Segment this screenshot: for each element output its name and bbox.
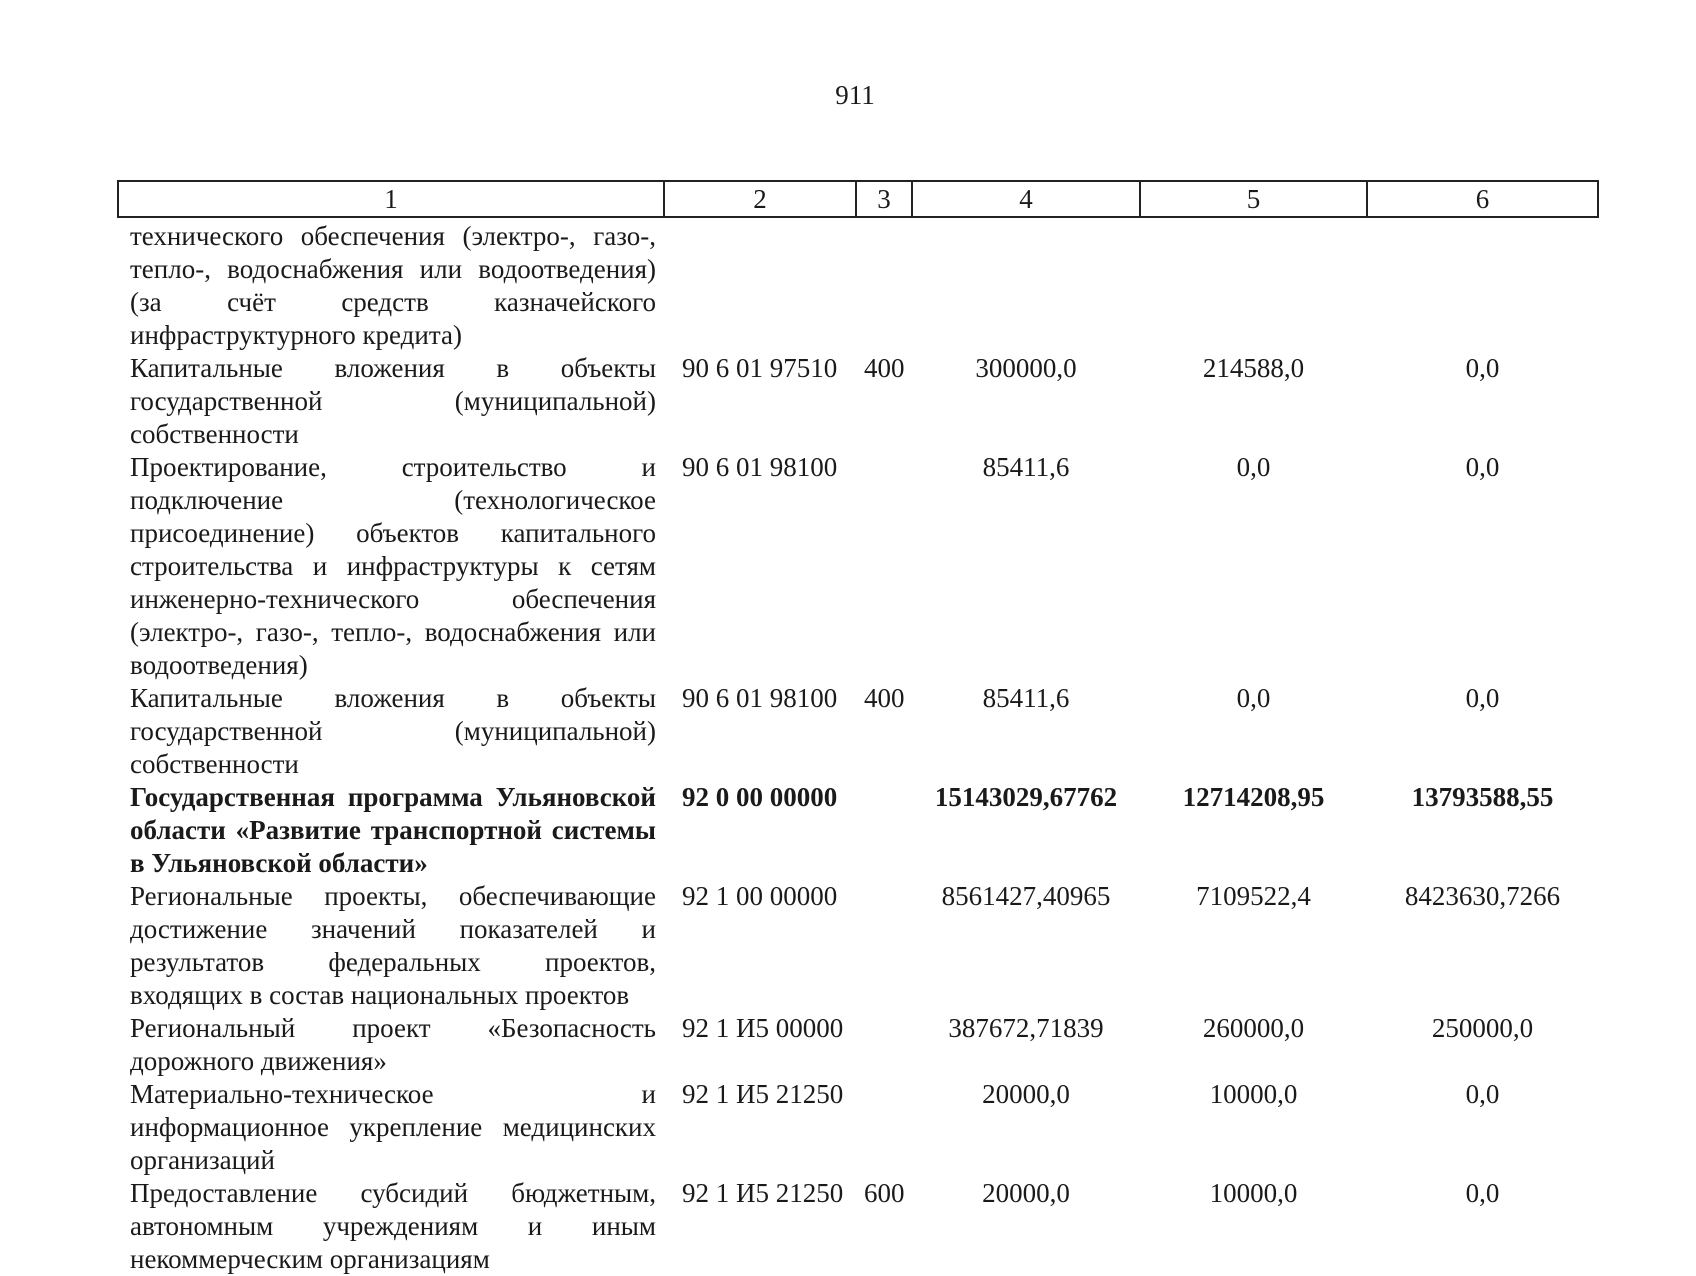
row-code: 90 6 01 97510 <box>682 353 838 383</box>
row-kvr: 400 <box>864 353 905 383</box>
row-code: 92 1 И5 00000 <box>682 1013 844 1043</box>
row-value-4: 300000,0 <box>975 353 1077 383</box>
row-value-6: 8423630,7266 <box>1404 881 1561 911</box>
table-row <box>118 1177 1598 1276</box>
row-code <box>664 217 856 352</box>
page-number: 911 <box>835 80 875 110</box>
table-row <box>118 1078 1598 1177</box>
row-value-6: 0,0 <box>1465 1178 1500 1208</box>
table-row <box>118 682 1598 781</box>
table-row <box>118 352 1598 451</box>
row-value-5: 0,0 <box>1236 683 1271 713</box>
table-header <box>118 181 1598 217</box>
row-value-4: 15143029,67762 <box>934 782 1118 812</box>
row-kvr <box>856 217 912 352</box>
row-kvr <box>856 880 912 1012</box>
row-value-5: 7109522,4 <box>1196 881 1311 911</box>
row-name: Региональные проекты, обеспечивающие достижение значений показателей и результатов федеральных проектов, входящих в состав национальных проектов <box>130 881 656 1010</box>
row-code: 92 1 И5 21250 <box>682 1178 844 1208</box>
row-value-4: 85411,6 <box>982 683 1070 713</box>
row-code: 92 0 00 00000 <box>682 782 838 812</box>
row-code: 92 1 И5 21250 <box>682 1079 844 1109</box>
column-header-2: 2 <box>664 181 856 217</box>
row-code: 92 1 00 00000 <box>682 881 838 911</box>
row-value-6: 13793588,55 <box>1411 782 1554 812</box>
row-value-6: 0,0 <box>1465 452 1500 482</box>
row-value-5 <box>1140 217 1367 352</box>
table-row <box>118 217 1598 352</box>
row-value-4: 387672,71839 <box>948 1013 1104 1043</box>
row-name: Капитальные вложения в объекты государственной (муниципальной) собственности <box>130 683 656 779</box>
row-value-6 <box>1367 217 1598 352</box>
row-value-5: 0,0 <box>1236 452 1271 482</box>
row-value-5: 10000,0 <box>1209 1178 1298 1208</box>
table-row <box>118 1012 1598 1078</box>
row-code: 90 6 01 98100 <box>682 452 838 482</box>
row-value-5: 260000,0 <box>1202 1013 1305 1043</box>
row-name: Предоставление субсидий бюджетным, автономным учреждениям и иным некоммерческим организациям <box>130 1178 656 1274</box>
column-header-6: 6 <box>1367 181 1598 217</box>
row-value-4: 20000,0 <box>982 1178 1070 1208</box>
row-value-5: 12714208,95 <box>1182 782 1325 812</box>
row-name: Проектирование, строительство и подключение (технологическое присоединение) объектов капитального строительства и инфраструктуры к сетям инженерно-технического обеспечения (электро-, газо-, тепло-, водоснабжения или водоотведения) <box>130 452 656 680</box>
row-kvr: 400 <box>864 683 905 713</box>
row-name: Материально-техническое и информационное укрепление медицинских организаций <box>130 1079 656 1175</box>
row-value-5: 214588,0 <box>1202 353 1305 383</box>
row-value-4: 85411,6 <box>982 452 1070 482</box>
row-value-6: 0,0 <box>1465 683 1500 713</box>
row-name: Государственная программа Ульяновской области «Развитие транспортной системы в Ульяновской области» <box>130 782 656 878</box>
row-kvr <box>856 781 912 880</box>
column-header-1: 1 <box>118 181 664 217</box>
row-name: Региональный проект «Безопасность дорожного движения» <box>130 1013 656 1076</box>
row-value-5: 10000,0 <box>1209 1079 1298 1109</box>
row-value-4: 8561427,40965 <box>941 881 1111 911</box>
row-value-6: 0,0 <box>1465 353 1500 383</box>
row-kvr <box>856 451 912 682</box>
row-code: 90 6 01 98100 <box>682 683 838 713</box>
row-name: технического обеспечения (электро-, газо-, тепло-, водоснабжения или водоотведения) (за счёт средств казначейского инфраструктурного кредита) <box>130 221 656 350</box>
budget-table <box>117 180 1599 1276</box>
row-kvr <box>856 1078 912 1177</box>
row-value-6: 0,0 <box>1465 1079 1500 1109</box>
column-header-4: 4 <box>912 181 1140 217</box>
table-row <box>118 880 1598 1012</box>
row-value-4: 20000,0 <box>982 1079 1070 1109</box>
table-body <box>118 217 1598 1276</box>
header-row <box>118 181 1598 217</box>
table-row-program <box>118 781 1598 880</box>
row-kvr: 600 <box>864 1178 905 1208</box>
row-value-6: 250000,0 <box>1431 1013 1534 1043</box>
row-value-4 <box>912 217 1140 352</box>
table-row <box>118 451 1598 682</box>
row-kvr <box>856 1012 912 1078</box>
column-header-5: 5 <box>1140 181 1367 217</box>
column-header-3: 3 <box>856 181 912 217</box>
row-name: Капитальные вложения в объекты государственной (муниципальной) собственности <box>130 353 656 449</box>
